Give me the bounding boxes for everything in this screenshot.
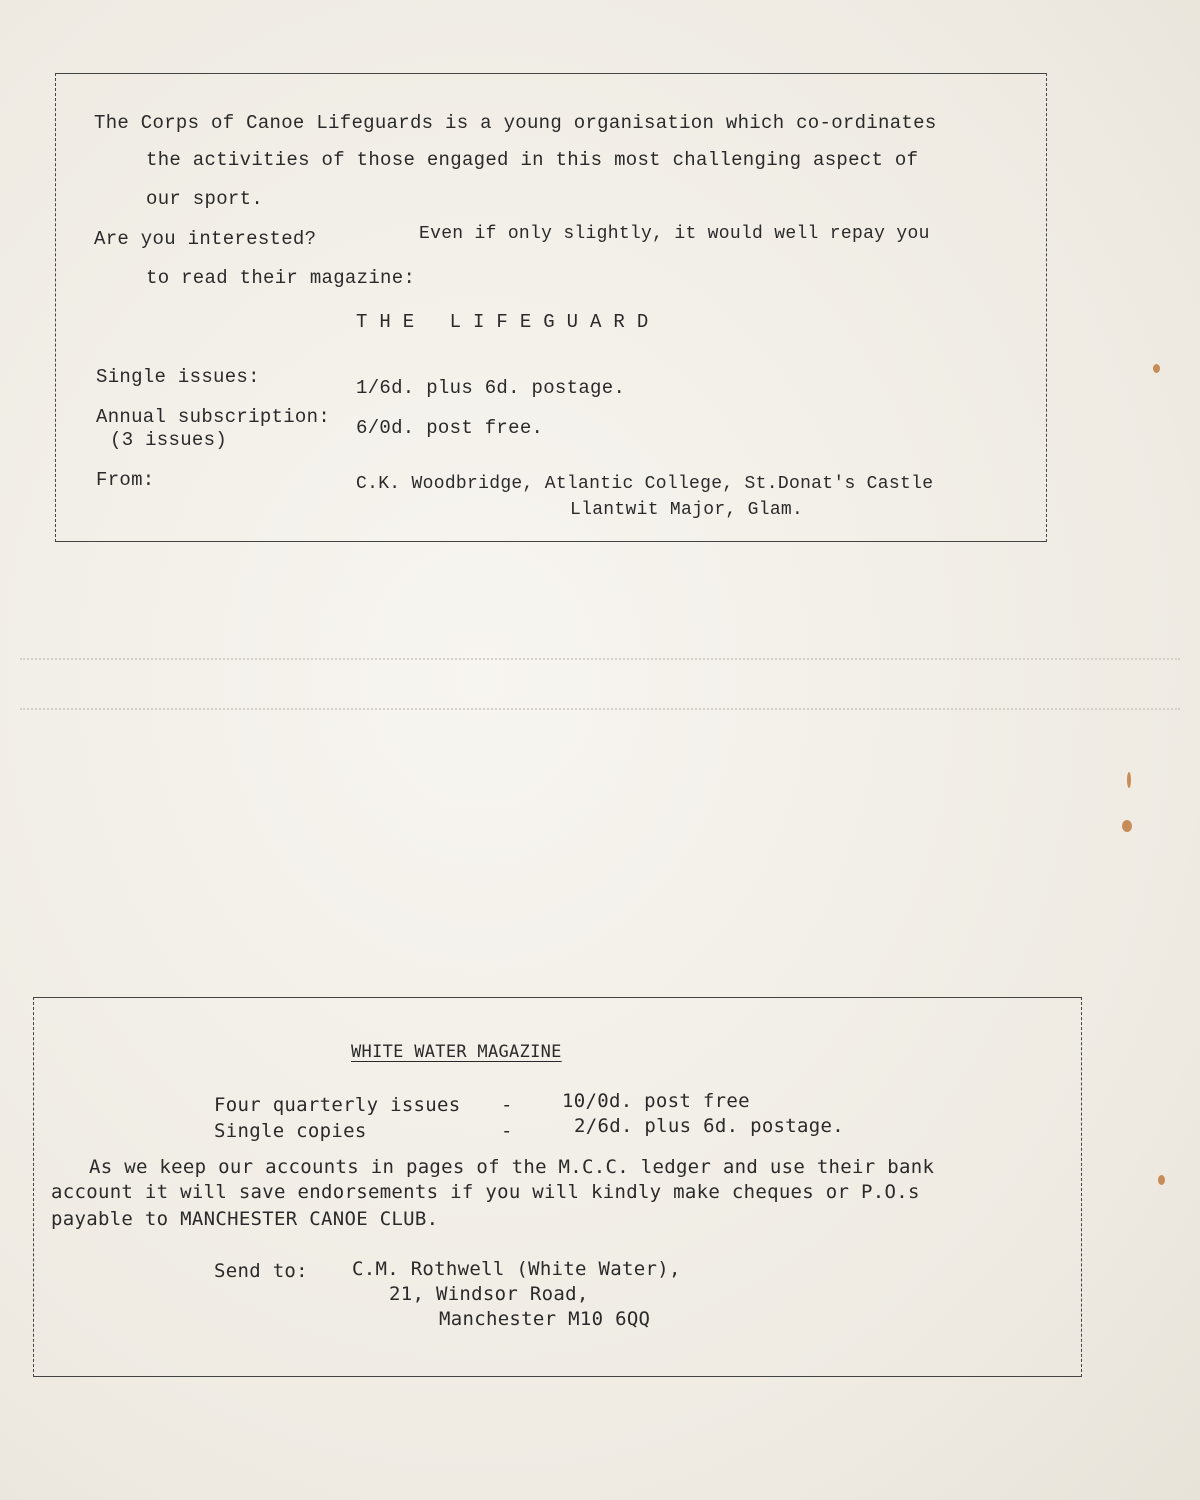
show-through-rule bbox=[20, 708, 1180, 710]
paper-speck bbox=[1153, 364, 1160, 373]
magazine-title: THE LIFEGUARD bbox=[356, 311, 661, 333]
lifeguard-notice-box bbox=[55, 73, 1047, 542]
accounts-line-1: As we keep our accounts in pages of the M.C.C. ledger and use their bank bbox=[89, 1156, 935, 1178]
intro-line-2: the activities of those engaged in this most challenging aspect of bbox=[146, 149, 919, 171]
single-copies-dash: - bbox=[501, 1120, 513, 1142]
paper-speck bbox=[1127, 772, 1131, 788]
white-water-notice-box bbox=[33, 997, 1082, 1377]
quarterly-issues-price: 10/0d. post free bbox=[562, 1090, 750, 1112]
quarterly-issues-label: Four quarterly issues bbox=[214, 1094, 461, 1116]
show-through-rule bbox=[20, 658, 1180, 660]
send-to-line-3: Manchester M10 6QQ bbox=[439, 1308, 651, 1330]
send-to-line-1: C.M. Rothwell (White Water), bbox=[352, 1258, 681, 1280]
paper-speck bbox=[1122, 820, 1132, 832]
from-address-line-1: C.K. Woodbridge, Atlantic College, St.Donat's Castle bbox=[356, 474, 934, 494]
accounts-line-2: account it will save endorsements if you will kindly make cheques or P.O.s bbox=[51, 1181, 920, 1203]
intro-line-3: our sport. bbox=[146, 188, 264, 210]
white-water-title: WHITE WATER MAGAZINE bbox=[351, 1042, 562, 1062]
send-to-label: Send to: bbox=[214, 1260, 308, 1282]
quarterly-issues-dash: - bbox=[501, 1094, 513, 1116]
read-magazine-text: to read their magazine: bbox=[146, 267, 416, 289]
question-text: Are you interested? bbox=[94, 228, 317, 250]
single-copies-label: Single copies bbox=[214, 1120, 367, 1142]
accounts-line-3: payable to MANCHESTER CANOE CLUB. bbox=[51, 1208, 439, 1230]
annual-subscription-price: 6/0d. post free. bbox=[356, 417, 544, 439]
single-issues-label: Single issues: bbox=[96, 366, 260, 388]
annual-subscription-issues: (3 issues) bbox=[110, 429, 228, 451]
repay-text: Even if only slightly, it would well repay you bbox=[419, 224, 930, 244]
intro-line-1: The Corps of Canoe Lifeguards is a young organisation which co-ordinates bbox=[94, 112, 937, 134]
from-label: From: bbox=[96, 469, 155, 491]
single-issues-price: 1/6d. plus 6d. postage. bbox=[356, 377, 626, 399]
single-copies-price: 2/6d. plus 6d. postage. bbox=[574, 1115, 844, 1137]
from-address-line-2: Llantwit Major, Glam. bbox=[570, 500, 804, 520]
paper-speck bbox=[1158, 1175, 1165, 1185]
send-to-line-2: 21, Windsor Road, bbox=[389, 1283, 589, 1305]
annual-subscription-label: Annual subscription: bbox=[96, 406, 331, 428]
